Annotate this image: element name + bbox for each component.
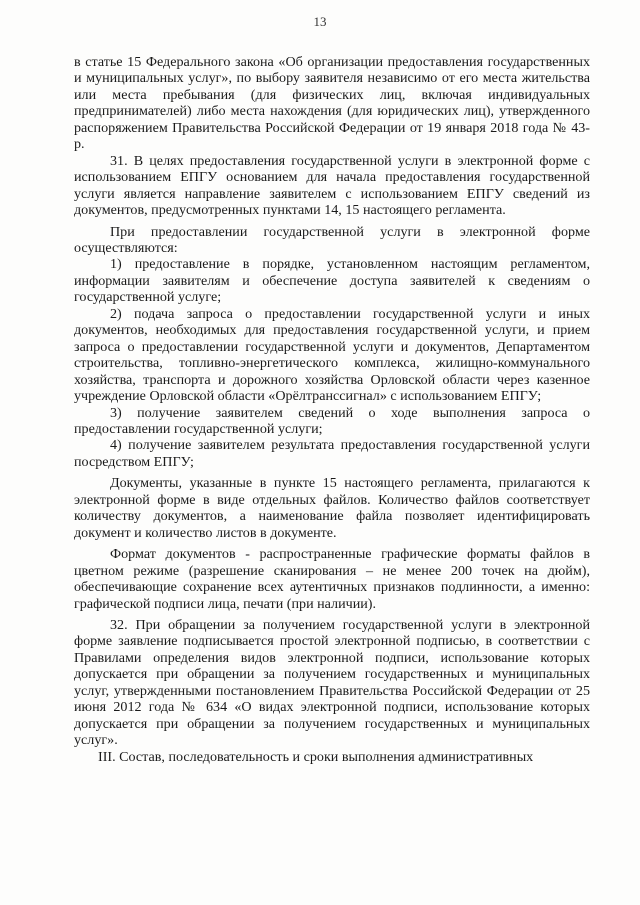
paragraph-document-format: Формат документов - распространенные графические форматы файлов в цветном режиме (разрешение сканирования – не менее 200 точек на дюйм), обеспечивающие сохранение всех аутентичных признаков подлинности, а именно: графической подписи лица, печати (при наличии). (74, 546, 590, 612)
list-item-1: 1) предоставление в порядке, установленном настоящим регламентом, информации заявителям и обеспечение доступа заявителей к сведениям о государственной услуге; (74, 256, 590, 306)
page-number: 13 (313, 14, 327, 29)
paragraph-item-31: 31. В целях предоставления государственной услуги в электронной форме с использованием ЕПГУ основанием для начала предоставления государственной услуги является направление заявителем с использованием ЕПГУ сведений из документов, предусмотренных пунктами 14, 15 настоящего регламента. (74, 152, 590, 219)
list-item-2: 2) подача запроса о предоставлении государственной услуги и иных документов, необходимых для предоставления государственной услуги, и прием запроса о предоставлении государственной услуги и документов, Департаментом строительства, топливно-энергетического комплекса, жилищно-коммунального хозяйства, транспорта и дорожного хозяйства Орловской области через казенное учреждение Орловской области «Орёлтранссигнал» с использованием ЕПГУ; (74, 305, 590, 405)
paragraph-documents-attached: Документы, указанные в пункте 15 настоящего регламента, прилагаются к электронной форме в виде отдельных файлов. Количество файлов соответствует количеству документов, а наименование файла позволяет идентифицировать документ и количество листов в документе. (74, 475, 590, 541)
paragraph-item-32: 32. При обращении за получением государственной услуги в электронной форме заявление подписывается простой электронной подписью, в соответствии с Правилами определения видов электронной подписи, использование которых допускается при обращении за получением государственных и муниципальных услуг, утвержденными постановлением Правительства Российской Федерации от 25 июня 2012 года № 634 «О видах электронной подписи, использование которых допускается при обращении за получением государственных и муниципальных услуг». (74, 616, 590, 749)
paragraph-electronic-form-intro: При предоставлении государственной услуги в электронной форме осуществляются: (74, 223, 590, 256)
section-heading-iii: III. Состав, последовательность и сроки выполнения административных (98, 748, 534, 765)
paragraph-continuation: в статье 15 Федерального закона «Об организации предоставления государственных и муниципальных услуг», по выбору заявителя независимо от его места жительства или места пребывания (для физических лиц, включая индивидуальных предпринимателей) либо места нахождения (для юридических лиц), утвержденного распоряжением Правительства Российской Федерации от 19 января 2018 года № 43-р. (74, 54, 590, 153)
list-item-3: 3) получение заявителем сведений о ходе выполнения запроса о предоставлении государственной услуги; (74, 404, 590, 437)
list-item-4: 4) получение заявителем результата предоставления государственной услуги посредством ЕПГУ; (74, 437, 590, 470)
document-body (74, 54, 590, 765)
